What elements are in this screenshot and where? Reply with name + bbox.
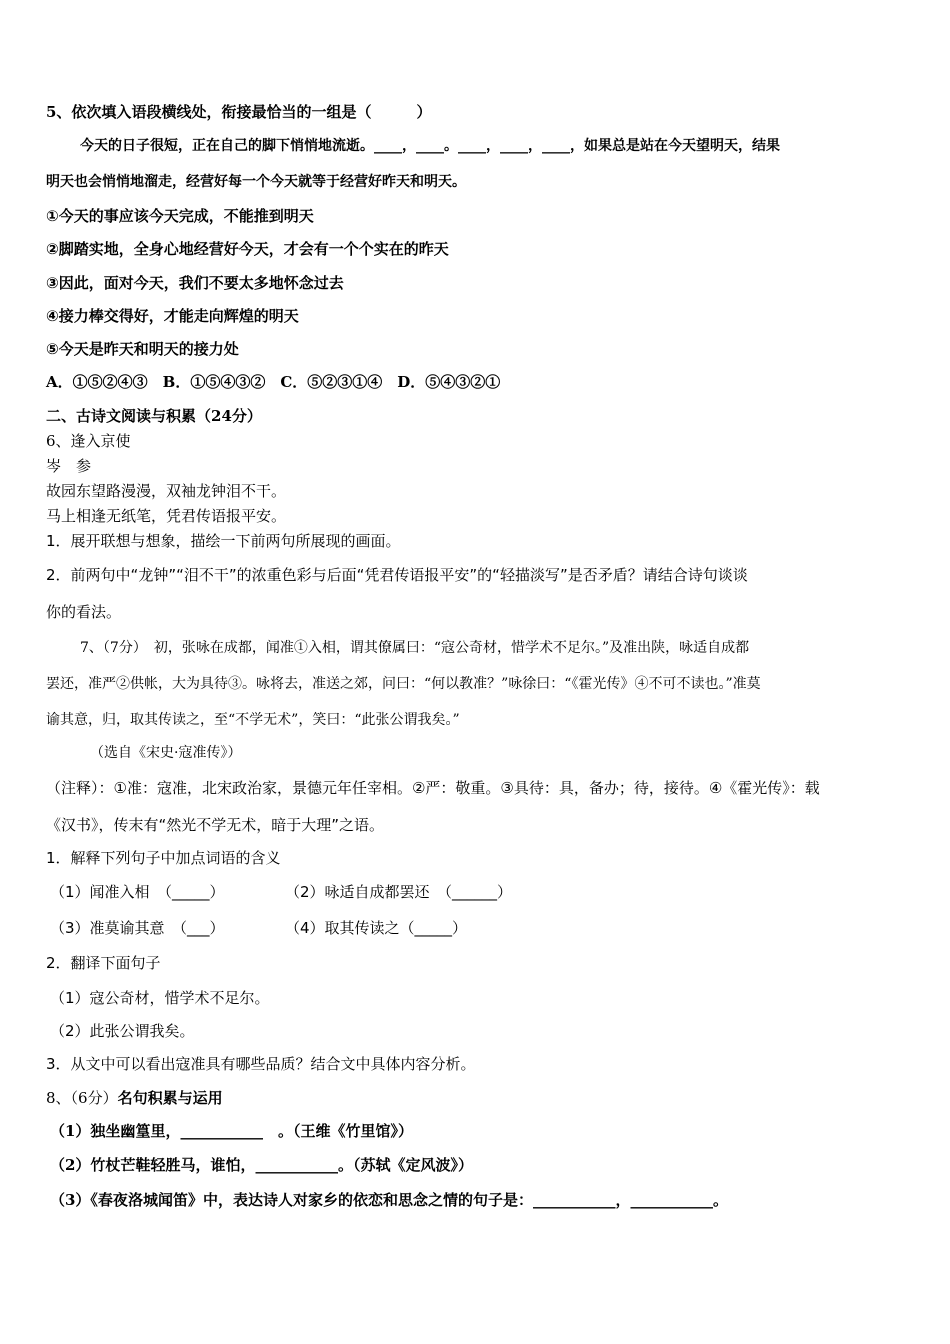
q5-option-1: ①今天的事应该今天完成，不能推到明天 bbox=[46, 207, 314, 225]
q5-option-5: ⑤今天是昨天和明天的接力处 bbox=[46, 340, 239, 358]
q7-source: （选自《宋史·寇准传》） bbox=[90, 745, 242, 761]
q5-passage-line1: 今天的日子很短，正在自己的脚下悄悄地流逝。____，____。____，____，____，如果总是站在今天望明天，结果 bbox=[80, 138, 780, 154]
q5-title: 5、依次填入语段横线处，衔接最恰当的一组是（ ） bbox=[46, 103, 432, 121]
q8-title-prefix: 8、（6分） bbox=[46, 1089, 118, 1107]
q5-option-2: ②脚踏实地，全身心地经营好今天，才会有一个个实在的昨天 bbox=[46, 240, 449, 258]
q7-sub1-item3: （3）准莫谕其意 （___） bbox=[50, 919, 225, 937]
q7-sub1-item2: （2）咏适自成都罢还 （______） bbox=[285, 883, 513, 901]
q7-sub2-item2: （2）此张公谓我矣。 bbox=[50, 1022, 195, 1040]
q8-item3: （3）《春夜洛城闻笛》中，表达诗人对家乡的依恋和思念之情的句子是：___________，___________。 bbox=[50, 1191, 728, 1209]
q8-item2: （2）竹杖芒鞋轻胜马，谁怕，___________。（苏轼《定风波》） bbox=[50, 1156, 473, 1174]
q6-title: 6、逢入京使 bbox=[46, 432, 131, 450]
q7-text-line3: 谕其意，归，取其传读之，至“不学无术”，笑曰：“此张公谓我矣。” bbox=[46, 712, 460, 728]
q6-sub2-line2: 你的看法。 bbox=[46, 603, 122, 621]
q5-option-3: ③因此，面对今天，我们不要太多地怀念过去 bbox=[46, 274, 344, 292]
q7-note-line1: （注释）：①准：寇准，北宋政治家，景德元年任宰相。②严：敬重。③具待：具，备办；待，接待。④《霍光传》：载 bbox=[46, 779, 820, 797]
q6-sub1: 1．展开联想与想象，描绘一下前两句所展现的画面。 bbox=[46, 532, 401, 550]
q7-sub1-item4: （4）取其传读之（_____） bbox=[285, 919, 468, 937]
q5-choices: A．①⑤②④③ B．①⑤④③② C．⑤②③①④ D．⑤④③②① bbox=[46, 373, 501, 391]
q7-note-line2: 《汉书》，传末有“然光不学无术，暗于大理”之语。 bbox=[46, 816, 385, 834]
q6-author: 岑 参 bbox=[46, 457, 92, 475]
section2-title: 二、古诗文阅读与积累（24分） bbox=[46, 407, 262, 425]
q6-poem-line2: 马上相逢无纸笔，凭君传语报平安。 bbox=[46, 507, 287, 525]
q8-item1: （1）独坐幽篁里，___________ 。（王维《竹里馆》） bbox=[50, 1122, 413, 1140]
q7-text-line2: 罢还，准严②供帐，大为具待③。咏将去，准送之郊，问曰：“何以教准？”咏徐曰：“《霍光传》④不可不读也。”准莫 bbox=[46, 676, 761, 692]
q7-sub2-item1: （1）寇公奇材，惜学术不足尔。 bbox=[50, 989, 270, 1007]
q8-title-main: 名句积累与运用 bbox=[117, 1089, 223, 1107]
q7-text-line1: 7、（7分） 初，张咏在成都，闻准①入相，谓其僚属曰：“寇公奇材，惜学术不足尔。”及准出陕，咏适自成都 bbox=[80, 640, 750, 656]
q7-sub2: 2．翻译下面句子 bbox=[46, 954, 161, 972]
q6-poem-line1: 故园东望路漫漫，双袖龙钟泪不干。 bbox=[46, 482, 287, 500]
q5-passage-line2: 明天也会悄悄地溜走，经营好每一个今天就等于经营好昨天和明天。 bbox=[46, 174, 466, 190]
q7-sub1: 1．解释下列句子中加点词语的含义 bbox=[46, 849, 281, 867]
q5-option-4: ④接力棒交得好，才能走向辉煌的明天 bbox=[46, 307, 299, 325]
q7-sub1-item1: （1）闻准入相 （_____） bbox=[50, 883, 225, 901]
q7-sub3: 3．从文中可以看出寇准具有哪些品质？结合文中具体内容分析。 bbox=[46, 1055, 476, 1073]
q8-title bbox=[46, 1088, 223, 1108]
q6-sub2-line1: 2．前两句中“龙钟”“泪不干”的浓重色彩与后面“凭君传语报平安”的“轻描淡写”是否矛盾？请结合诗句谈谈 bbox=[46, 566, 748, 584]
